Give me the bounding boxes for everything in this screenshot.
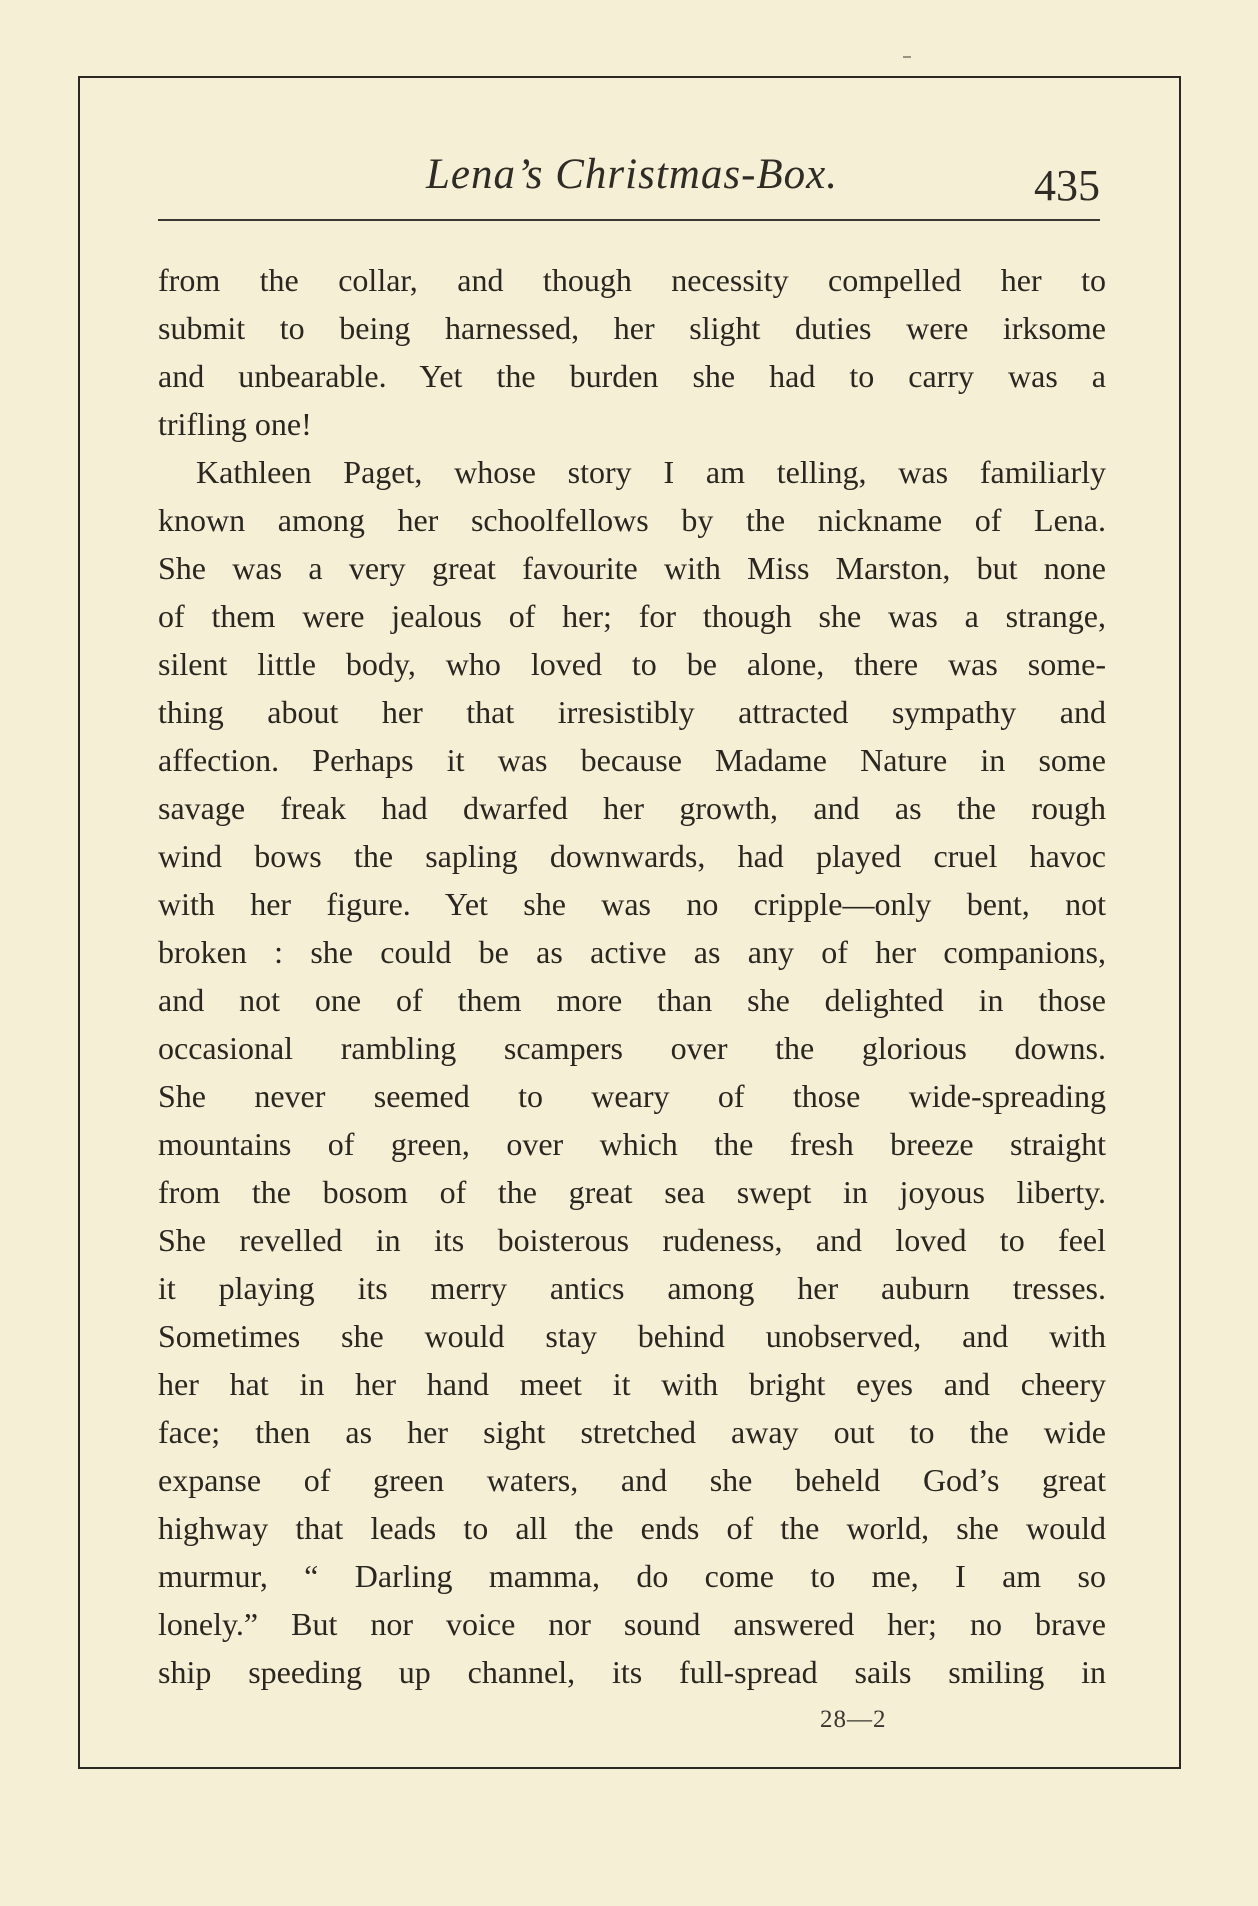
text-line: She never seemed to weary of those wide-spreading — [158, 1078, 1106, 1114]
text-line: from the bosom of the great sea swept in joyous liberty. — [158, 1174, 1106, 1210]
text-line: wind bows the sapling downwards, had played cruel havoc — [158, 838, 1106, 874]
text-line: lonely.” But nor voice nor sound answered her; no brave — [158, 1606, 1106, 1642]
signature-mark: 28—2 — [820, 1706, 887, 1733]
text-line: expanse of green waters, and she beheld God’s great — [158, 1462, 1106, 1498]
running-title: Lena’s Christmas-Box. — [425, 151, 838, 198]
page-number: 435 — [1034, 161, 1100, 210]
text-line: trifling one! — [158, 406, 312, 442]
text-line: affection. Perhaps it was because Madame Nature in some — [158, 742, 1106, 778]
text-line: ship speeding up channel, its full-spread sails smiling in — [158, 1654, 1106, 1690]
text-line: and unbearable. Yet the burden she had to carry was a — [158, 358, 1106, 394]
text-line: She was a very great favourite with Miss Marston, but none — [158, 550, 1106, 586]
running-head — [160, 150, 1104, 210]
text-line: her hat in her hand meet it with bright eyes and cheery — [158, 1366, 1106, 1402]
text-line: Sometimes she would stay behind unobserved, and with — [158, 1318, 1106, 1354]
text-line: mountains of green, over which the fresh breeze straight — [158, 1126, 1106, 1162]
header-rule — [158, 219, 1100, 221]
text-line: from the collar, and though necessity compelled her to — [158, 262, 1106, 298]
text-line: silent little body, who loved to be alone, there was some- — [158, 646, 1106, 682]
text-line: submit to being harnessed, her slight duties were irksome — [158, 310, 1106, 346]
text-line: known among her schoolfellows by the nickname of Lena. — [158, 502, 1106, 538]
text-line: it playing its merry antics among her auburn tresses. — [158, 1270, 1106, 1306]
text-line: occasional rambling scampers over the glorious downs. — [158, 1030, 1106, 1066]
text-line: and not one of them more than she delighted in those — [158, 982, 1106, 1018]
text-line: face; then as her sight stretched away out to the wide — [158, 1414, 1106, 1450]
text-line: with her figure. Yet she was no cripple—only bent, not — [158, 886, 1106, 922]
text-line: She revelled in its boisterous rudeness, and loved to feel — [158, 1222, 1106, 1258]
stray-mark — [903, 56, 911, 58]
body-text — [158, 256, 1106, 1696]
text-line: of them were jealous of her; for though she was a strange, — [158, 598, 1106, 634]
text-line: savage freak had dwarfed her growth, and as the rough — [158, 790, 1106, 826]
text-line: murmur, “ Darling mamma, do come to me, I am so — [158, 1558, 1106, 1594]
text-line: broken : she could be as active as any of her companions, — [158, 934, 1106, 970]
text-line: Kathleen Paget, whose story I am telling, was familiarly — [196, 454, 1106, 490]
text-line: highway that leads to all the ends of the world, she would — [158, 1510, 1106, 1546]
text-line: thing about her that irresistibly attracted sympathy and — [158, 694, 1106, 730]
